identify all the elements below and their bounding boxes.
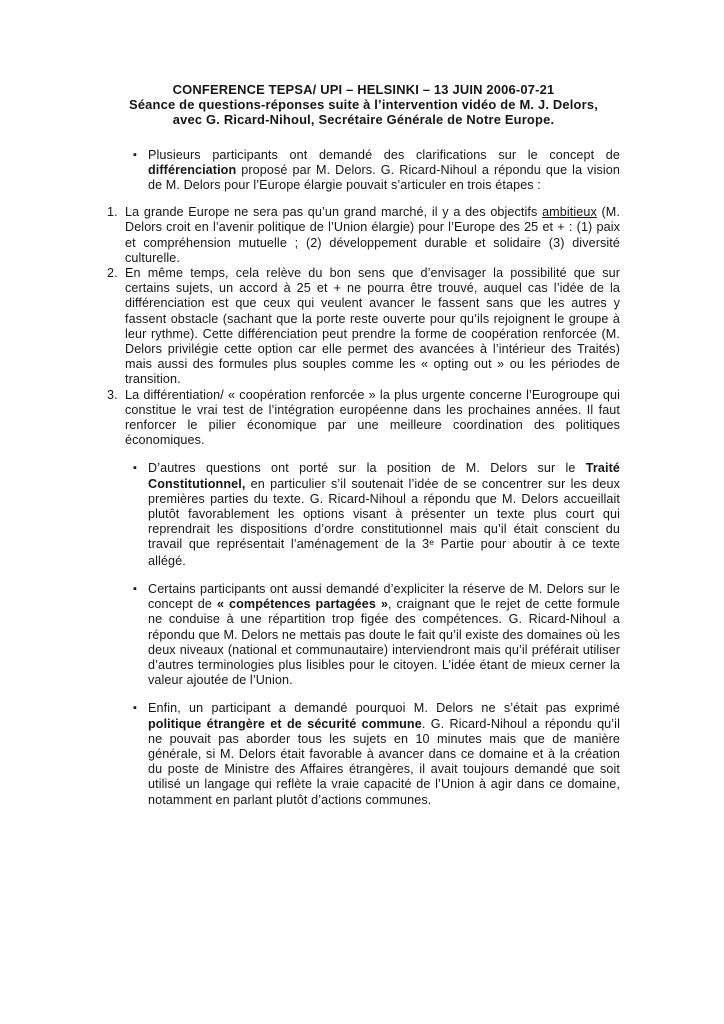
bullet-paragraph-politique-etrangere xyxy=(107,701,620,807)
bullet-icon: ▪ xyxy=(133,148,137,161)
bullet-paragraph-traite-constitutionnel xyxy=(107,461,620,568)
header-line-3: avec G. Ricard-Nihoul, Secrétaire Générale de Notre Europe. xyxy=(172,112,555,128)
paragraph-text: Certains participants ont aussi demandé d’expliciter la réserve de M. Delors sur le concept de « compétences partagées », craignant que le rejet de cette formule ne conduise à une répartition trop figée des compétences. G. Ricard-Nihoul a répondu que M. Delors ne mettais pas doute le fait qu’il existe des domaines où les deux niveaux (national et communautaire) interviendront mais qu’il préférait utiliser d’autres terminologies plus lisibles pour le citoyen. L’idée étant de mieux cerner la valeur ajoutée de l’Union. xyxy=(148,581,620,688)
paragraph-text: En même temps, cela relève du bon sens que d’envisager la possibilité que sur certains sujets, un accord à 25 et + ne pourra être trouvé, auquel cas l’idée de la différenciation est que ceux qui veulent avancer le fassent sans que les autres y fassent obstacle (sachant que la porte reste ouverte pour qu’ils rejoignent le groupe à leur rythme). Cette différenciation peut prendre la forme de coopération renforcée (M. Delors privilégie cette option car elle permet des avancées à l’intérieur des Traités) mais aussi des formules plus souples comme les « opting out » ou les périodes de transition. xyxy=(125,266,620,387)
numbered-item-1 xyxy=(107,205,620,266)
numbered-item-2 xyxy=(107,266,620,388)
item-number: 1. xyxy=(107,205,118,220)
document-header xyxy=(107,82,620,128)
paragraph-text: Plusieurs participants ont demandé des clarifications sur le concept de différenciation proposé par M. Delors. G. Ricard-Nihoul a répondu que la vision de M. Delors pour l’Europe élargie pouvait s’articuler en trois étapes : xyxy=(148,147,620,193)
bullet-paragraph-differenciation xyxy=(107,148,620,194)
paragraph-text: La grande Europe ne sera pas qu’un grand marché, il y a des objectifs ambitieux (M. Delors croit en l’avenir politique de l’Union élargie) pour l’Europe des 25 et + : (1) paix et compréhension mutuelle ; (2) développement durable et solidaire (3) diversité culturelle. xyxy=(125,205,620,265)
bullet-icon: ▪ xyxy=(133,462,137,475)
paragraph-text: Enfin, un participant a demandé pourquoi M. Delors ne s’était pas exprimé politique étrangère et de sécurité commune. G. Ricard-Nihoul a répondu qu’il ne pouvait pas aborder tous les sujets en 10 minutes mais que de manière générale, si M. Delors était favorable à avancer dans ce domaine et à la création du poste de Ministre des Affaires étrangères, il avait toujours demandé que soit utilisé un langage qui reflète la vraie capacité de l’Union à agir dans ce domaine, notamment en parlant plutôt d’actions communes. xyxy=(148,701,620,807)
item-number: 3. xyxy=(107,387,118,402)
paragraph-text: D’autres questions ont porté sur la position de M. Delors sur le Traité Constitutionnel, en particulier s’il soutenait l’idée de se concentrer sur les deux premières parties du texte. G. Ricard-Nihoul a répondu que M. Delors accueillait plutôt favorablement les options visant à présenter un texte plus court qui reprendrait les dispositions d’ordre constitutionnel mais qu’il était conscient du travail que représentait l’aménagement de la 3e Partie pour aboutir à ce texte allégé. xyxy=(148,461,620,568)
header-line-1: CONFERENCE TEPSA/ UPI – HELSINKI – 13 JUIN 2006-07-21 xyxy=(172,82,555,97)
bullet-icon: ▪ xyxy=(133,582,137,595)
document-content xyxy=(107,82,620,808)
paragraph-text: La différentiation/ « coopération renforcée » la plus urgente concerne l’Eurogroupe qui constitue le vrai test de l’intégration européenne dans les prochaines années. Il faut renforcer le pilier économique par une meilleure coordination des politiques économiques. xyxy=(125,387,620,448)
item-number: 2. xyxy=(107,266,118,281)
numbered-item-3 xyxy=(107,388,620,449)
bullet-icon: ▪ xyxy=(133,702,137,715)
header-line-2: Séance de questions-réponses suite à l’intervention vidéo de M. J. Delors, xyxy=(129,97,598,113)
bullet-paragraph-competences-partagees xyxy=(107,582,620,688)
